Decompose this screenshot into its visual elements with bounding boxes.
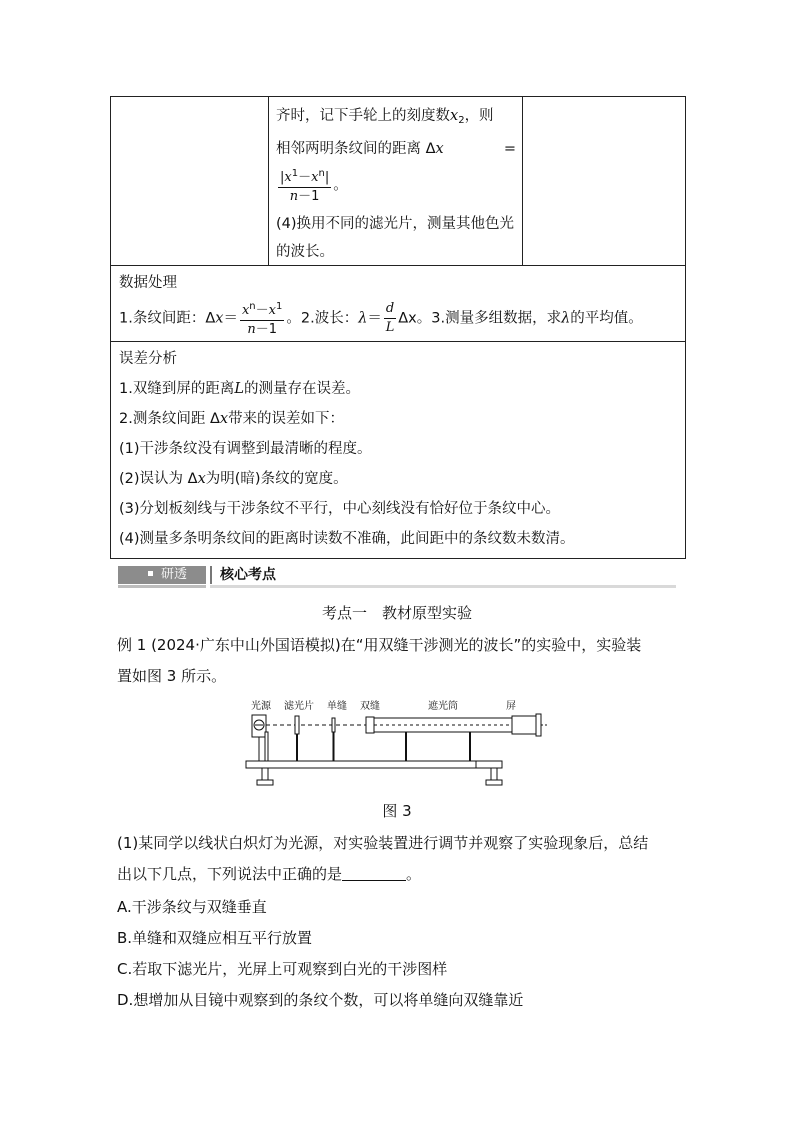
apparatus-figure	[244, 694, 554, 794]
step-line-2: 相邻两明条纹间的距离 Δx =	[276, 141, 516, 157]
section-header	[118, 566, 676, 586]
distance-fraction: $\frac{|x^1-x^n|}{n-1}$	[278, 165, 331, 206]
experiment-table	[110, 96, 686, 559]
label-screen: 屏	[506, 701, 516, 712]
step-4: (4)换用不同的滤光片，测量其他色光的波长。	[276, 216, 515, 260]
error-analysis-title: 误差分析	[119, 351, 177, 367]
example-intro: 例 1 (2024·广东中山外国语模拟)在“用双缝干涉测光的波长”的实验中，实验装 置如图 3 所示。	[117, 636, 642, 685]
section-underline-dark	[118, 585, 206, 588]
step-line-1: 齐时，记下手轮上的刻度数$x_2$，则	[276, 108, 494, 126]
error-item-6: (4)测量多条明条纹间的距离时读数不准确，此间距中的条纹数未数清。	[119, 531, 575, 547]
option-b: B.单缝和双缝应相互平行放置	[117, 929, 313, 947]
label-shade-tube: 遮光筒	[428, 701, 458, 712]
label-filter: 滤光片	[284, 701, 314, 712]
wavelength-fraction: $\frac{d}{L}$	[385, 301, 395, 335]
section-title: 核心考点	[210, 566, 276, 584]
square-bullet-icon	[148, 571, 153, 576]
label-single-slit: 单缝	[327, 701, 347, 712]
error-item-2: 2.测条纹间距 Δx带来的误差如下：	[119, 411, 345, 427]
step-formula: $\frac{|x^1-x^n|}{n-1}$ 。	[276, 165, 516, 206]
error-item-3: (1)干涉条纹没有调整到最清晰的程度。	[119, 441, 372, 457]
single-slit-holder	[332, 718, 335, 761]
section-underline	[210, 585, 676, 588]
error-item-4: (2)误认为 Δx为明(暗)条纹的宽度。	[119, 471, 348, 487]
error-item-5: (3)分划板刻线与干涉条纹不平行，中心刻线没有恰好位于条纹中心。	[119, 501, 561, 517]
answer-blank[interactable]	[342, 866, 406, 881]
spacing-fraction: $\frac{x^n-x^1}{n-1}$	[240, 298, 284, 339]
question-stem: (1)某同学以线状白炽灯为光源，对实验装置进行调节并观察了实验现象后，总结 出以下几点，下列说法中正确的是 。	[117, 834, 649, 883]
table-cell-empty-right	[523, 97, 685, 265]
table-cell-empty-left	[111, 97, 269, 265]
option-a: A.干涉条纹与双缝垂直	[117, 898, 267, 916]
error-item-1: 1.双缝到屏的距离L的测量存在误差。	[119, 381, 360, 397]
topic-heading: 考点一 教材原型实验	[321, 604, 472, 622]
shade-tube	[366, 714, 548, 761]
data-processing-title: 数据处理	[119, 275, 177, 291]
optical-bench	[246, 761, 502, 785]
option-d: D.想增加从目镜中观察到的条纹个数，可以将单缝向双缝靠近	[117, 991, 524, 1009]
table-row-steps	[111, 97, 685, 266]
table-cell-steps	[269, 97, 523, 265]
table-row-data-processing	[111, 266, 685, 342]
label-light-source: 光源	[251, 701, 271, 712]
data-processing-formulas: 1.条纹间距：Δx＝ $\frac{x^n-x^1}{n-1}$ 。2.波长：λ＝ $\frac{d}{L}$ Δx。3.测量多组数据，求λ的平均值。	[119, 298, 677, 339]
table-row-error-analysis	[111, 342, 685, 558]
label-double-slit: 双缝	[360, 701, 380, 712]
filter-holder	[295, 716, 299, 761]
figure-caption: 图 3	[382, 802, 412, 820]
option-c: C.若取下滤光片，光屏上可观察到白光的干涉图样	[117, 960, 448, 978]
section-tag: 研透	[118, 566, 206, 584]
light-source-lamp	[252, 715, 268, 761]
